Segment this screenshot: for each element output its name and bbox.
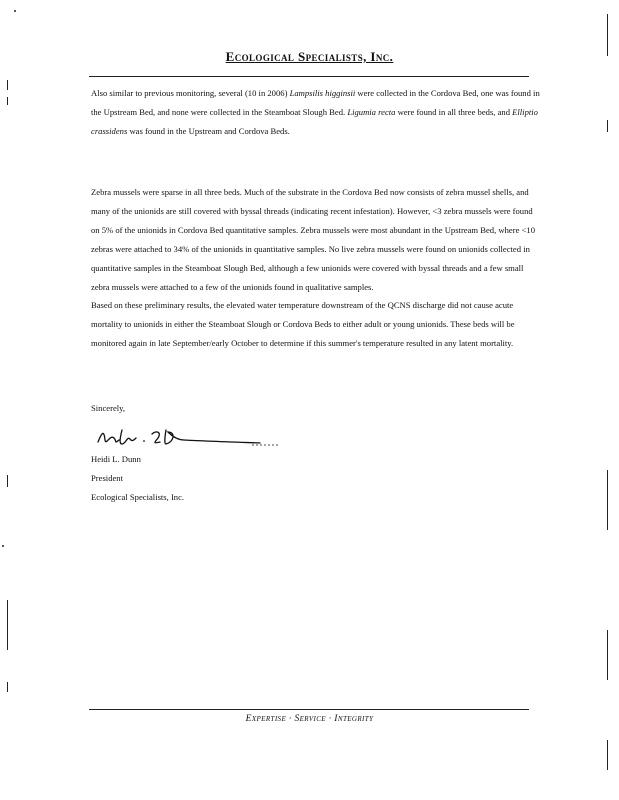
scan-mark xyxy=(14,10,16,12)
scan-mark xyxy=(607,14,608,56)
signer-company: Ecological Specialists, Inc. xyxy=(91,492,185,502)
paragraph-conclusion xyxy=(91,296,541,353)
scan-mark xyxy=(607,470,608,530)
para3-text: Based on these preliminary results, the elevated water temperature downstream of the QCNS discharge did not cause acute mortality to unionids in either the Steamboat Slough or Cordova Beds to either adult or young unionids. These beds will be monitored again in late September/early October to determine if this summer's temperature resulted in any latent mortality. xyxy=(91,300,515,348)
header-divider xyxy=(89,76,529,77)
closing-salutation: Sincerely, xyxy=(91,403,126,413)
paragraph-species-findings xyxy=(91,84,541,141)
letterhead-company-name: Ecological Specialists, Inc. xyxy=(225,49,394,64)
footer-motto: Expertise · Service · Integrity xyxy=(245,714,374,724)
scan-mark xyxy=(7,475,8,487)
signature-block xyxy=(91,450,184,507)
scan-mark xyxy=(607,630,608,680)
scan-mark xyxy=(7,80,8,90)
signer-name: Heidi L. Dunn xyxy=(91,454,141,464)
signer-title: President xyxy=(91,473,123,483)
scan-mark xyxy=(2,545,4,547)
species-name-elliptio: Elliptio crassidens xyxy=(91,107,538,136)
para2-text: Zebra mussels were sparse in all three beds. Much of the substrate in the Cordova Bed now consists of zebra mussel shells, and many of the unionids are still covered with byssal threads (indicating recent infestation). However, <3 zebra mussels were found on 5% of the unionids in Cordova Bed quantitative samples. Zebra mussels were most abundant in the Upstream Bed, where <10 zebras were attached to 34% of the unionids in quantitative samples. No live zebra mussels were found on unionids collected in quantitative samples in the Steamboat Slough Bed, although a few unionids were covered with byssal threads and a few small zebra mussels were attached to a few of the unionids found in qualitative samples. xyxy=(91,187,535,292)
para1-text-2: were collected in the Cordova Bed, one was found in the Upstream Bed, and none were collected in the Steamboat Slough Bed. xyxy=(91,88,540,117)
scan-mark xyxy=(7,600,8,650)
para1-text-4: was found in the Upstream and Cordova Beds. xyxy=(127,126,290,136)
scan-mark xyxy=(607,120,608,132)
species-name-ligumia: Ligumia recta xyxy=(347,107,396,117)
para1-text-1: Also similar to previous monitoring, several (10 in 2006) xyxy=(91,88,290,98)
footer-divider xyxy=(89,709,529,710)
species-name-lampsilis: Lampsilis higginsii xyxy=(289,88,356,98)
paragraph-zebra-mussels xyxy=(91,183,541,297)
para1-text-3: were found in all three beds, and xyxy=(395,107,513,117)
scan-mark xyxy=(7,682,8,692)
scan-mark xyxy=(607,740,608,770)
scan-mark xyxy=(7,97,8,105)
